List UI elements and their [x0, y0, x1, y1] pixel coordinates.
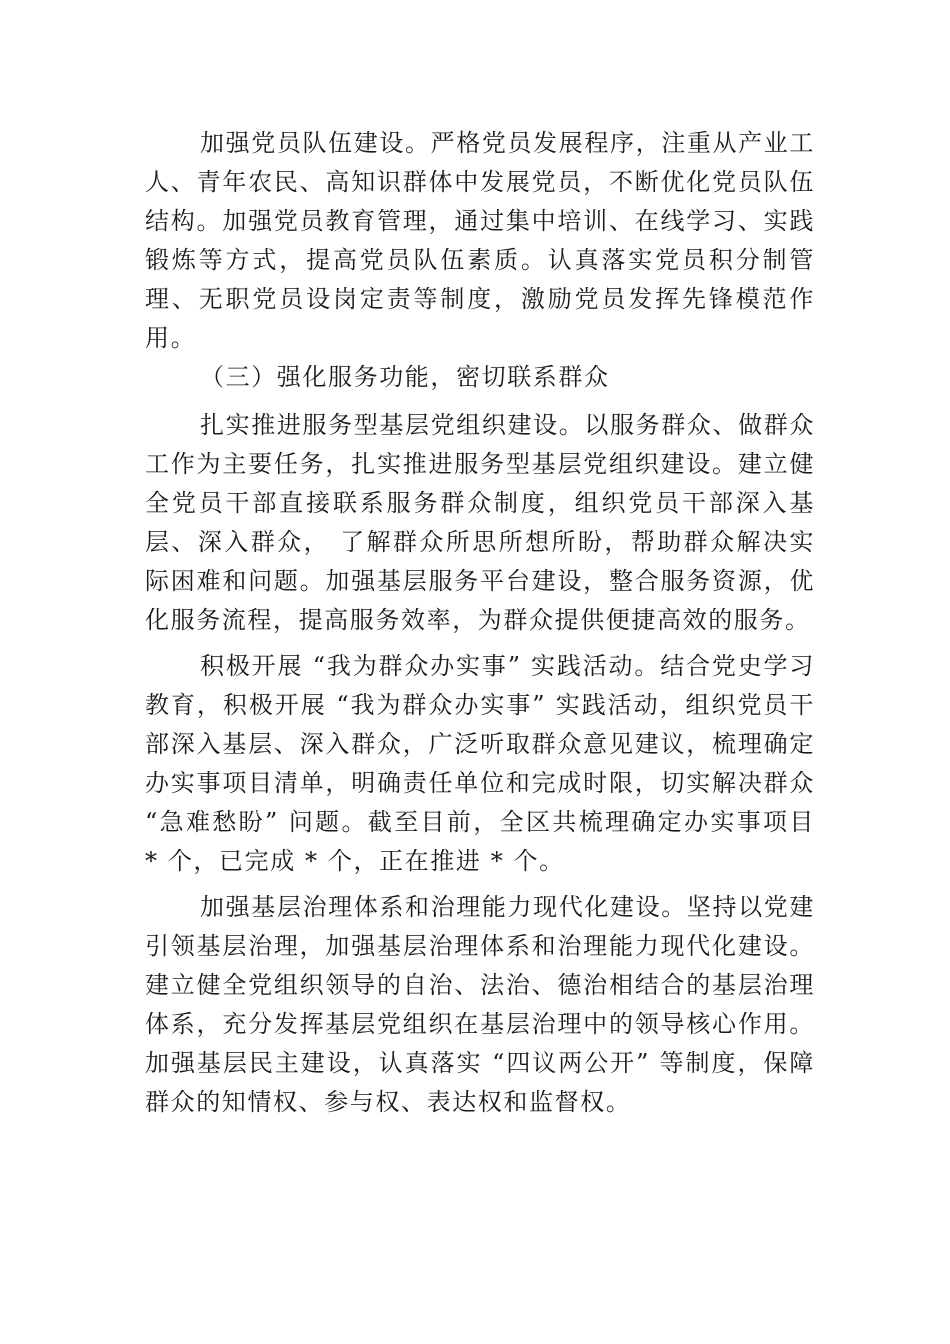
paragraph-grassroots-governance: 加强基层治理体系和治理能力现代化建设。坚持以党建引领基层治理，加强基层治理体系和治理能力现代化建设。建立健全党组织领导的自治、法治、德治相结合的基层治理体系，充分发挥基层党组织在基层治理中的领导核心作用。加强基层民主建设，认真落实 “四议两公开” 等制度，保障群众的知情权、参与权、表达权和监督权。: [145, 893, 815, 1116]
paragraph-service-oriented-organization: 扎实推进服务型基层党组织建设。以服务群众、做群众工作为主要任务，扎实推进服务型基层党组织建设。建立健全党员干部直接联系服务群众制度，组织党员干部深入基层、深入群众， 了解群众所思所想所盼，帮助群众解决实际困难和问题。加强基层服务平台建设，整合服务资源，优化服务流程，提高服务效率，为群众提供便捷高效的服务。: [145, 411, 815, 634]
section-heading: （三）强化服务功能，密切联系群众: [200, 363, 610, 391]
paragraph-party-team-building: 加强党员队伍建设。严格党员发展程序，注重从产业工人、青年农民、高知识群体中发展党员，不断优化党员队伍结构。加强党员教育管理，通过集中培训、在线学习、实践锻炼等方式，提高党员队伍素质。认真落实党员积分制管理、无职党员设岗定责等制度，激励党员发挥先锋模范作用。: [145, 129, 815, 352]
paragraph-practical-service-activity: 积极开展 “我为群众办实事” 实践活动。结合党史学习教育，积极开展 “我为群众办实事” 实践活动，组织党员干部深入基层、深入群众，广泛听取群众意见建议，梳理确定办实事项目清单，明确责任单位和完成时限，切实解决群众 “急难愁盼” 问题。截至目前，全区共梳理确定办实事项目 * 个，已完成 * 个，正在推进 * 个。: [145, 652, 815, 875]
document-body: [145, 124, 815, 1122]
